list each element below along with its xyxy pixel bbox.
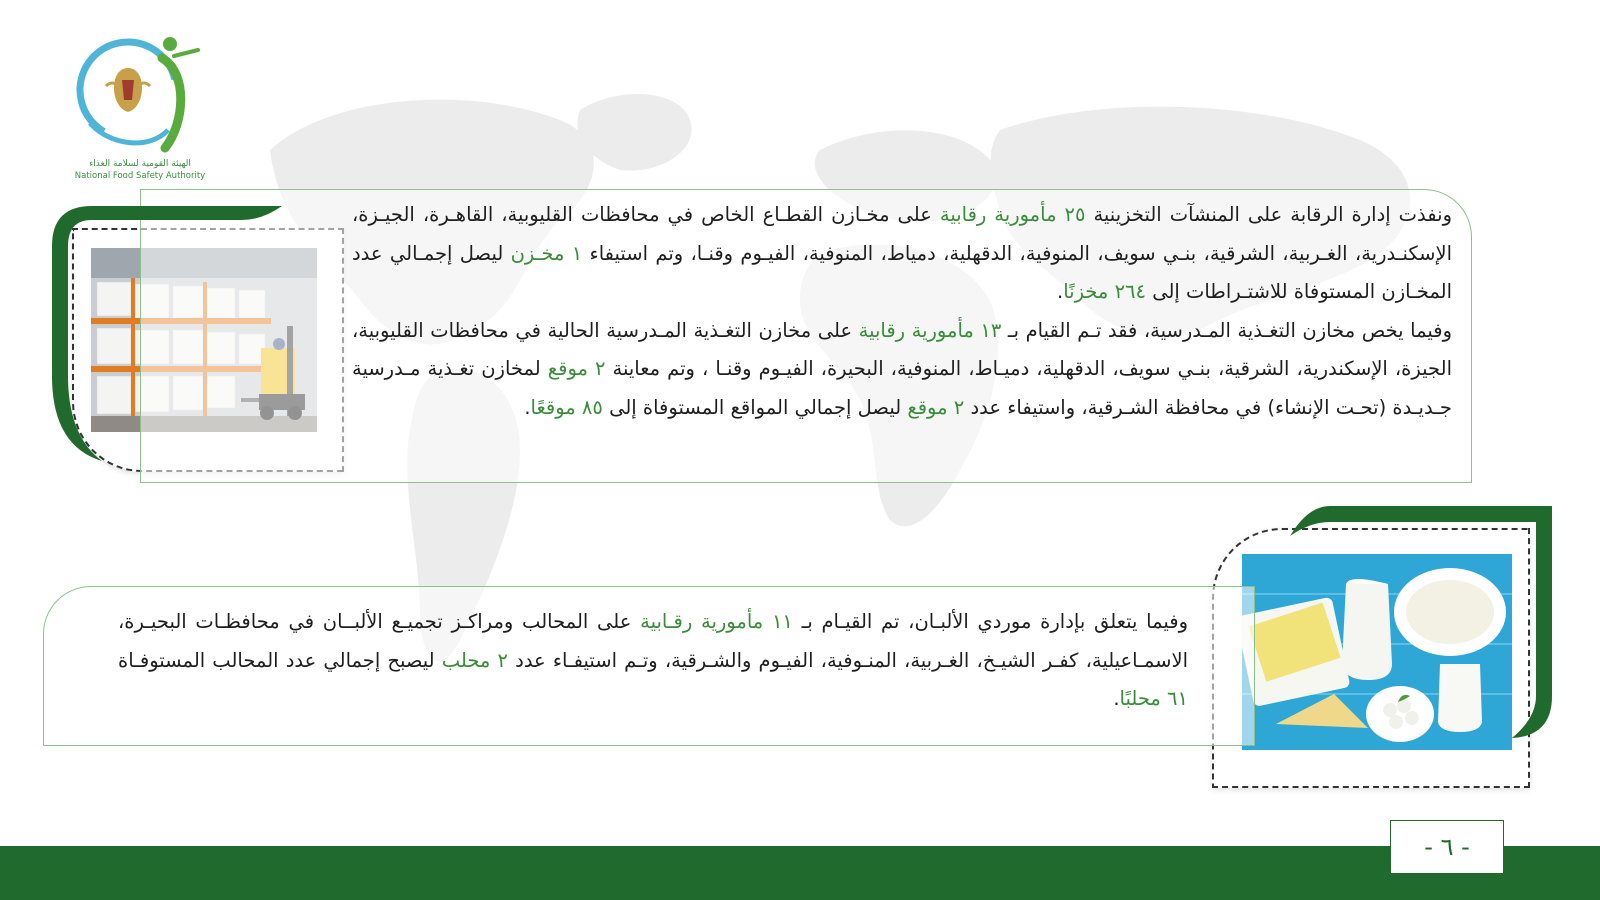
- dairy-text: [118, 603, 1188, 719]
- footer-bar: [0, 846, 1600, 900]
- stat-highlight: ٢٥ مأمورية رقابية: [939, 203, 1086, 226]
- logo-name-arabic: الهيئة القومية لسلامة الغذاء: [89, 159, 191, 169]
- page-number: - ٦ -: [1390, 820, 1504, 874]
- stat-highlight: ٢٦٤ مخزنًا: [1063, 280, 1146, 303]
- stat-highlight: ١ مخـزن: [510, 241, 583, 265]
- stat-highlight: ١٣ مأمورية رقابية: [858, 318, 1002, 342]
- green-corner-decoration: [1290, 506, 1552, 746]
- dairy-paragraph: وفيما يتعلق بإدارة موردي الألبـان، تم القيـام بـ ١١ مأمورية رقـابية على المحالب ومراكـز تجميـع الألبــان في محافظـات البحيـرة، الاسمـاعيلية، كفـر الشيـخ، الغـربية، المنـوفية، الفيـوم والشـرقية، وتـم استيفـاء عدد ٢ محلب ليصبح إجمالي عدد المحالب المستوفـاة ٦١ محلبًا.: [118, 610, 1188, 710]
- nfsa-logo: [70, 28, 220, 181]
- stat-highlight: ٨٥ موقعًا: [530, 395, 603, 419]
- stat-highlight: ٦١ محلبًا: [1119, 687, 1188, 710]
- logo-name-english: National Food Safety Authority: [74, 171, 206, 181]
- green-corner-decoration: [52, 206, 312, 476]
- stat-highlight: ٢ موقع: [547, 357, 606, 380]
- nfsa-emblem-icon: [70, 28, 210, 158]
- stat-highlight: ٢ موقع: [907, 395, 965, 419]
- stat-highlight: ١١ مأمورية رقـابية: [640, 610, 793, 633]
- stat-highlight: ٢ محلب: [441, 648, 508, 672]
- warehouse-text: [352, 196, 1452, 427]
- warehouse-paragraph: ونفذت إدارة الرقابة على المنشآت التخزينية ٢٥ مأمورية رقابية على مخـازن القطـاع الخاص في محافظات القليوبية، القاهـرة، الجيـزة، الإسكنـدرية، الغـربية، الشرقية، بنـي سويف، المنوفية، الدقهلية، دمياط، المنوفية، الفيـوم وقنـا، وتم استيفاء ١ مخـزن ليصل إجمـالي عدد المخـازن المستوفاة للاشتـراطات إلى ٢٦٤ مخزنًا.: [352, 203, 1452, 303]
- school-feeding-paragraph: وفيما يخص مخازن التغـذية المـدرسية، فقد تـم القيام بـ ١٣ مأمورية رقابية على مخازن التغـذية المـدرسية الحالية في محافظات القليوبية، الجيزة، الإسكندرية، الشرقية، بنـي سويف، الدقهلية، دميـاط، المنوفية، البحيرة، الفيـوم وقنـا ، وتم معاينة ٢ موقع لمخازن تغـذية مـدرسية جـديـدة (تحـت الإنشاء) في محافظة الشـرقية، واستيفاء عدد ٢ موقع ليصل إجمالي المواقع المستوفاة إلى ٨٥ موقعًا.: [352, 318, 1452, 419]
